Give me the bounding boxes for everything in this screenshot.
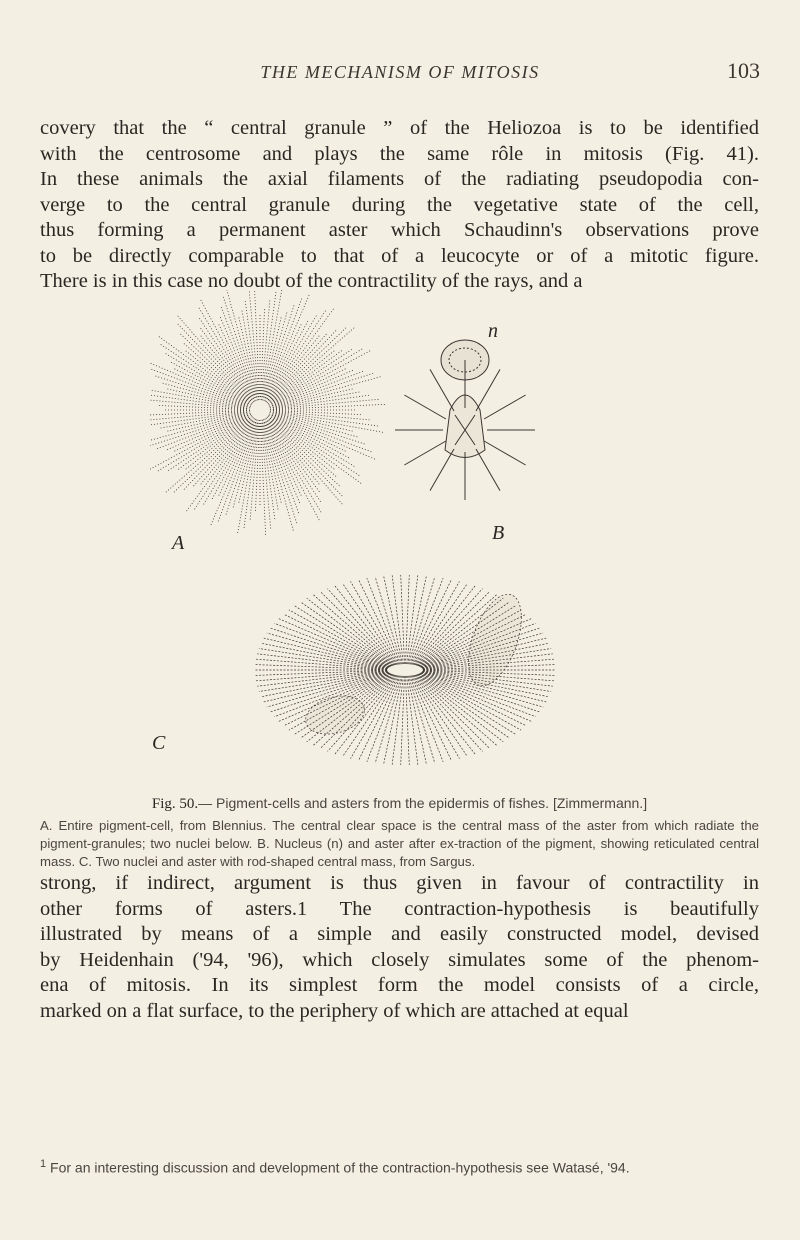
text-line: to be directly comparable to that of a leucocyte or of a mitotic figure. bbox=[40, 244, 759, 267]
paragraph-2 bbox=[40, 871, 759, 1024]
text-line: covery that the “ central granule ” of the Heliozoa is to be identified bbox=[40, 117, 759, 139]
text-line: ena of mitosis. In its simplest form the model consists of a circle, bbox=[40, 974, 759, 996]
text-line: verge to the central granule during the vegetative state of the cell, bbox=[40, 193, 759, 216]
page-header bbox=[40, 58, 760, 92]
figure-label-b: B bbox=[492, 522, 505, 544]
text-line: by Heidenhain ('94, '96), which closely simulates some of the phenom- bbox=[40, 948, 759, 971]
text-line: other forms of asters.1 The contraction-hypothesis is beautifully bbox=[40, 897, 759, 920]
text-line: illustrated by means of a simple and easily constructed model, devised bbox=[40, 923, 759, 945]
figure-caption bbox=[40, 794, 759, 871]
text-line: with the centrosome and plays the same rôle in mitosis (Fig. 41). bbox=[40, 142, 759, 165]
figure-label-n: n bbox=[488, 320, 498, 342]
text-line: strong, if indirect, argument is thus given in favour of contractility in bbox=[40, 872, 759, 894]
caption-body: A. Entire pigment-cell, from Blennius. The central clear space is the central mass of the aster from which radiate the pigment-granules; two nuclei below. B. Nucleus (n) and aster after ex-traction of the pigment, showing reticulated central mass. C. Two nuclei and aster with rod-shaped central mass, from Sargus. bbox=[40, 818, 759, 869]
caption-fig-number: Fig. 50. bbox=[151, 796, 199, 812]
pigment-cell-a bbox=[150, 290, 387, 537]
text-line: marked on a flat surface, to the periphery of which are attached at equal bbox=[40, 999, 629, 1022]
caption-title bbox=[40, 794, 759, 813]
running-title: THE MECHANISM OF MITOSIS bbox=[260, 62, 540, 82]
figure-label-c: C bbox=[152, 732, 166, 754]
paragraph-1 bbox=[40, 116, 759, 295]
nucleus-aster-b bbox=[395, 340, 535, 500]
page-number: 103 bbox=[727, 58, 760, 83]
text-line: In these animals the axial filaments of the radiating pseudopodia con- bbox=[40, 168, 759, 190]
two-nuclei-aster-c bbox=[255, 575, 555, 765]
footnote-marker: 1 bbox=[40, 1158, 47, 1170]
figure-label-a: A bbox=[172, 532, 185, 554]
footnote bbox=[40, 1155, 759, 1178]
figure-50 bbox=[150, 290, 630, 780]
text-line: There is in this case no doubt of the contractility of the rays, and a bbox=[40, 270, 583, 292]
caption-title-text: — Pigment-cells and asters from the epidermis of fishes. [Zimmermann.] bbox=[198, 795, 648, 811]
figure-illustration bbox=[150, 290, 630, 780]
text-line: thus forming a permanent aster which Schaudinn's observations prove bbox=[40, 219, 759, 241]
footnote-text: For an interesting discussion and development of the contraction-hypothesis see Watasé, '94. bbox=[50, 1159, 630, 1176]
